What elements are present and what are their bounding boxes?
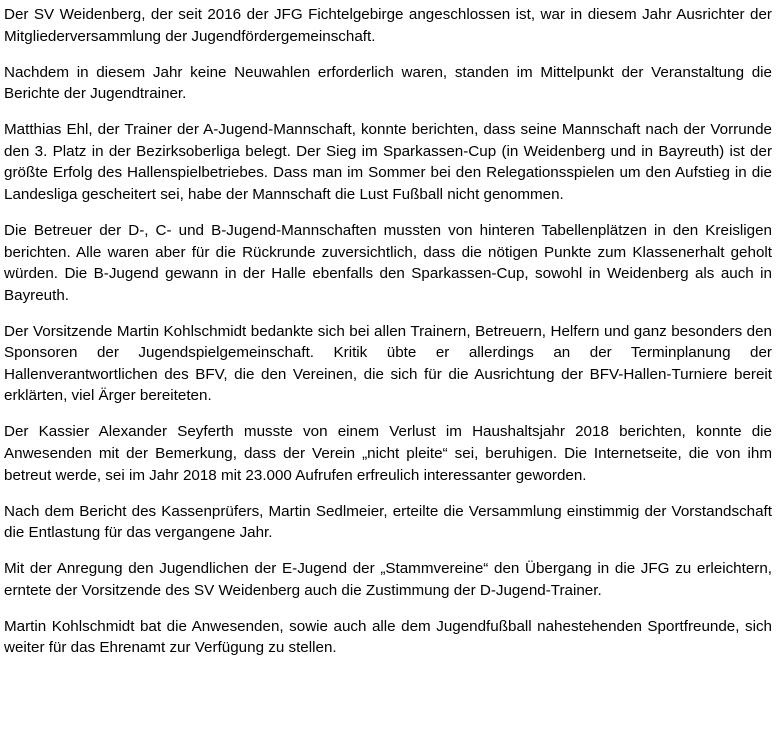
paragraph-intro: Der SV Weidenberg, der seit 2016 der JFG Fichtelgebirge angeschlossen ist, war in diesem Jahr Ausrichter der Mitgliederversammlung der Jugendfördergemeinschaft. [4,6,772,45]
paragraph-treasurer-report: Der Kassier Alexander Seyferth musste von einem Verlust im Haushaltsjahr 2018 berichten, konnte die Anwesenden mit der Bemerkung, dass der Verein „nicht pleite“ sei, beruhigen. Die Internetseite, die von ihm betreut werde, sei im Jahr 2018 mit 23.000 Aufrufen erfreulich interessanter geworden. [4,423,772,484]
paragraph-closing-appeal: Martin Kohlschmidt bat die Anwesenden, sowie auch alle dem Jugendfußball nahestehenden Sportfreunde, sich weiter für das Ehrenamt zur Verfügung zu stellen. [4,617,772,657]
article-body [4,4,772,659]
paragraph-dcb-youth-report: Die Betreuer der D-, C- und B-Jugend-Mannschaften mussten von hinteren Tabellenplätzen in den Kreisligen berichten. Alle waren aber für die Rückrunde zuversichtlich, dass die nötigen Punkte zum Klassenerhalt geholt würden. Die B-Jugend gewann in der Halle ebenfalls den Sparkassen-Cup, sowohl in Weidenberg als auch in Bayreuth. [4,221,772,304]
paragraph-e-youth-transition: Mit der Anregung den Jugendlichen der E-Jugend der „Stammvereine“ den Übergang in die JFG zu erleichtern, erntete der Vorsitzende des SV Weidenberg auch die Zustimmung der D-Jugend-Trainer. [4,560,772,599]
paragraph-chairman-thanks: Der Vorsitzende Martin Kohlschmidt bedankte sich bei allen Trainern, Betreuern, Helfern und ganz besonders den Sponsoren der Jugendspielgemeinschaft. Kritik übte er allerdings an der Terminplanung der Hallenverantwortlichen des BFV, die den Vereinen, die sich für die Ausrichtung der BFV-Hallen-Turniere bereit erklärten, viel Ärger bereiteten. [4,322,772,405]
paragraph-a-youth-report: Matthias Ehl, der Trainer der A-Jugend-Mannschaft, konnte berichten, dass seine Mannschaft nach der Vorrunde den 3. Platz in der Bezirksoberliga belegt. Der Sieg im Sparkassen-Cup (in Weidenberg und in Bayreuth) ist der größte Erfolg des Hallenspielbetriebes. Dass man im Sommer bei den Relegationsspielen um den Aufstieg in die Landesliga gescheitert sei, habe der Mannschaft die Lust Fußball nicht genommen. [4,121,772,203]
paragraph-agenda: Nachdem in diesem Jahr keine Neuwahlen erforderlich waren, standen im Mittelpunkt der Veranstaltung die Berichte der Jugendtrainer. [4,63,772,103]
paragraph-auditor-report: Nach dem Bericht des Kassenprüfers, Martin Sedlmeier, erteilte die Versammlung einstimmig der Vorstandschaft die Entlastung für das vergangene Jahr. [4,502,772,542]
